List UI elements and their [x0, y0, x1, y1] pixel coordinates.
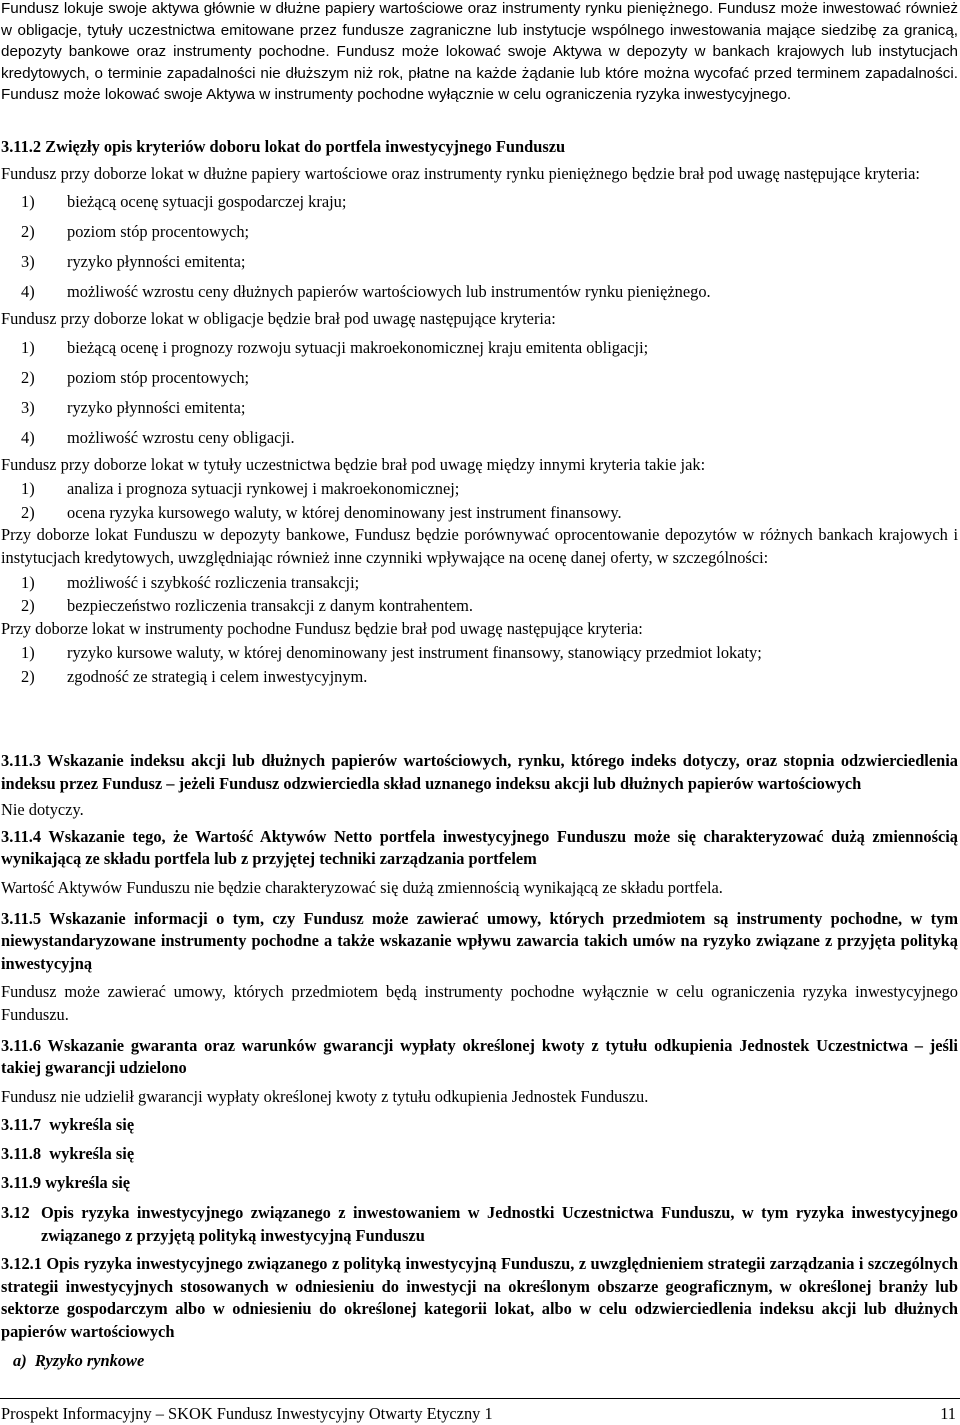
deposits-criteria-intro: Przy doborze lokat Funduszu w depozyty bankowe, Fundusz będzie porównywać oprocentowanie depozytów w różnych bankach krajowych i instytucjach kredytowych, uwzględniając również inne czynniki wpływające na ocenę danej oferty, w szczególności: — [1, 525, 958, 567]
debt-criteria-list — [1, 191, 958, 304]
sections-3-11-3-to-3-12-1 — [1, 750, 958, 1372]
list-item: 4) możliwość wzrostu ceny dłużnych papierów wartościowych lub instrumentów rynku pieniężnego. — [21, 282, 711, 302]
section-3-11-6-heading: 3.11.6 Wskazanie gwaranta oraz warunków gwarancji wypłaty określonej kwoty z tytułu odkupienia Jednostek Uczestnictwa – jeśli takiej gwarancji udzielono — [1, 1035, 958, 1078]
section-heading: 3.11.2 Zwięzły opis kryteriów doboru lokat do portfela inwestycyjnego Funduszu — [1, 137, 566, 156]
list-item: 1) ryzyko kursowe waluty, w której denominowany jest instrument finansowy, stanowiący przedmiot lokaty; — [21, 643, 762, 663]
list-item: 1) bieżącą ocenę sytuacji gospodarczej kraju; — [21, 192, 347, 212]
list-item: 2) ocena ryzyka kursowego waluty, w której denominowany jest instrument finansowy. — [21, 502, 622, 522]
section-3-11-6-text: Fundusz nie udzielił gwarancji wypłaty określonej kwoty z tytułu odkupienia Jednostek Funduszu. — [1, 1086, 649, 1106]
section-3-11-8-heading: 3.11.8 wykreśla się — [1, 1143, 135, 1163]
derivatives-criteria-intro: Przy doborze lokat w instrumenty pochodne Fundusz będzie brał pod uwagę następujące kryteria: — [1, 618, 643, 638]
bonds-criteria-list — [1, 337, 958, 450]
list-item: 3) ryzyko płynności emitenta; — [21, 397, 246, 417]
list-item: 2) poziom stóp procentowych; — [21, 222, 250, 242]
debt-criteria-intro: Fundusz przy doborze lokat w dłużne papiery wartościowe oraz instrumenty rynku pieniężnego będzie brał pod uwagę następujące kryteria: — [1, 163, 920, 183]
section-3-11-5-text: Fundusz może zawierać umowy, których przedmiotem będą instrumenty pochodne wyłącznie w celu ograniczenia ryzyka inwestycyjnego Funduszu. — [1, 982, 958, 1024]
list-item: 2) bezpieczeństwo rozliczenia transakcji z danym kontrahentem. — [21, 596, 473, 616]
page-number: 11 — [940, 1404, 956, 1423]
section-3-12-1-heading: 3.12.1 Opis ryzyka inwestycyjnego związanego z polityką inwestycyjną Funduszu, z uwzględnieniem strategii zarządzania i szczególnych strategii inwestycyjnych stosowanych w odniesieniu do inwestycji na określonym obszarze geograficznym, w określonej branży lub sektorze gospodarczym albo w odniesieniu do określonej kategorii lokat, albo w celu odzwierciedlenia indeksu akcji lub dłużnych papierów wartościowych — [1, 1254, 958, 1342]
list-item: 1) analiza i prognoza sytuacji rynkowej i makroekonomicznej; — [21, 479, 460, 499]
footer-divider — [0, 1398, 960, 1399]
list-item: 3) ryzyko płynności emitenta; — [21, 252, 246, 272]
section-3-11-3-heading: 3.11.3 Wskazanie indeksu akcji lub dłużnych papierów wartościowych, rynku, którego indeks dotyczy, oraz stopnia odzwierciedlenia indeksu przez Fundusz – jeżeli Fundusz odzwierciedla skład uznanego indeksu akcji lub dłużnych papierów wartościowych — [1, 751, 958, 793]
section-3-11-2 — [1, 136, 958, 688]
list-item: 2) zgodność ze strategią i celem inwestycyjnym. — [21, 666, 368, 686]
deposits-criteria-list — [1, 572, 958, 618]
list-item: 1) bieżącą ocenę i prognozy rozwoju sytuacji makroekonomicznej kraju emitenta obligacji; — [21, 337, 649, 357]
section-3-11-9-heading: 3.11.9 wykreśla się — [1, 1172, 131, 1192]
section-3-11-3-text: Nie dotyczy. — [1, 800, 84, 820]
list-item: 4) możliwość wzrostu ceny obligacji. — [21, 427, 295, 447]
derivatives-criteria-list — [1, 642, 958, 688]
list-item: 1) możliwość i szybkość rozliczenia transakcji; — [21, 572, 360, 592]
footer-title: Prospekt Informacyjny – SKOK Fundusz Inwestycyjny Otwarty Etyczny 1 — [1, 1404, 493, 1423]
section-3-11-7-heading: 3.11.7 wykreśla się — [1, 1115, 135, 1135]
units-criteria-intro: Fundusz przy doborze lokat w tytuły uczestnictwa będzie brał pod uwagę między innymi kryteria takie jak: — [1, 454, 706, 474]
bonds-criteria-intro: Fundusz przy doborze lokat w obligacje będzie brał pod uwagę następujące kryteria: — [1, 309, 556, 329]
section-3-11-4-heading: 3.11.4 Wskazanie tego, że Wartość Aktywów Netto portfela inwestycyjnego Funduszu może się charakteryzować dużą zmiennością wynikającą ze składu portfela lub z przyjętej techniki zarządzania portfelem — [1, 826, 958, 869]
section-3-12-heading: 3.12 Opis ryzyka inwestycyjnego związanego z inwestowaniem w Jednostki Uczestnictwa Funduszu, w tym ryzyka inwestycyjnego związanego z przyjętą polityką inwestycyjną Funduszu — [1, 1203, 958, 1245]
list-item: 2) poziom stóp procentowych; — [21, 367, 250, 387]
units-criteria-list — [1, 478, 958, 524]
subsection-a-heading: a) Ryzyko rynkowe — [13, 1350, 145, 1370]
section-3-11-5-heading: 3.11.5 Wskazanie informacji o tym, czy Fundusz może zawierać umowy, których przedmiotem są instrumenty pochodne, w tym niewystandaryzowane instrumenty pochodne a także wskazanie wpływu zawarcia takich umów na ryzyko związane z przyjęta polityką inwestycyjną — [1, 908, 958, 973]
intro-paragraph: Fundusz lokuje swoje aktywa głównie w dłużne papiery wartościowe oraz instrumenty rynku pieniężnego. Fundusz może inwestować również w obligacje, tytuły uczestnictwa emitowane przez fundusze zagraniczne lub instytucje wspólnego inwestowania mające siedzibę za granicą, depozyty bankowe oraz instrumenty pochodne. Fundusz może lokować swoje Aktywa w depozyty w bankach krajowych lub instytucjach kredytowych, o terminie zapadalności nie dłuższym niż rok, płatne na każde żądanie lub które można wycofać przed terminem zapadalności. Fundusz może lokować swoje Aktywa w instrumenty pochodne wyłącznie w celu ograniczenia ryzyka inwestycyjnego. — [1, 0, 958, 103]
section-3-11-4-text: Wartość Aktywów Funduszu nie będzie charakteryzować się dużą zmiennością wynikającą ze składu portfela. — [1, 877, 723, 897]
